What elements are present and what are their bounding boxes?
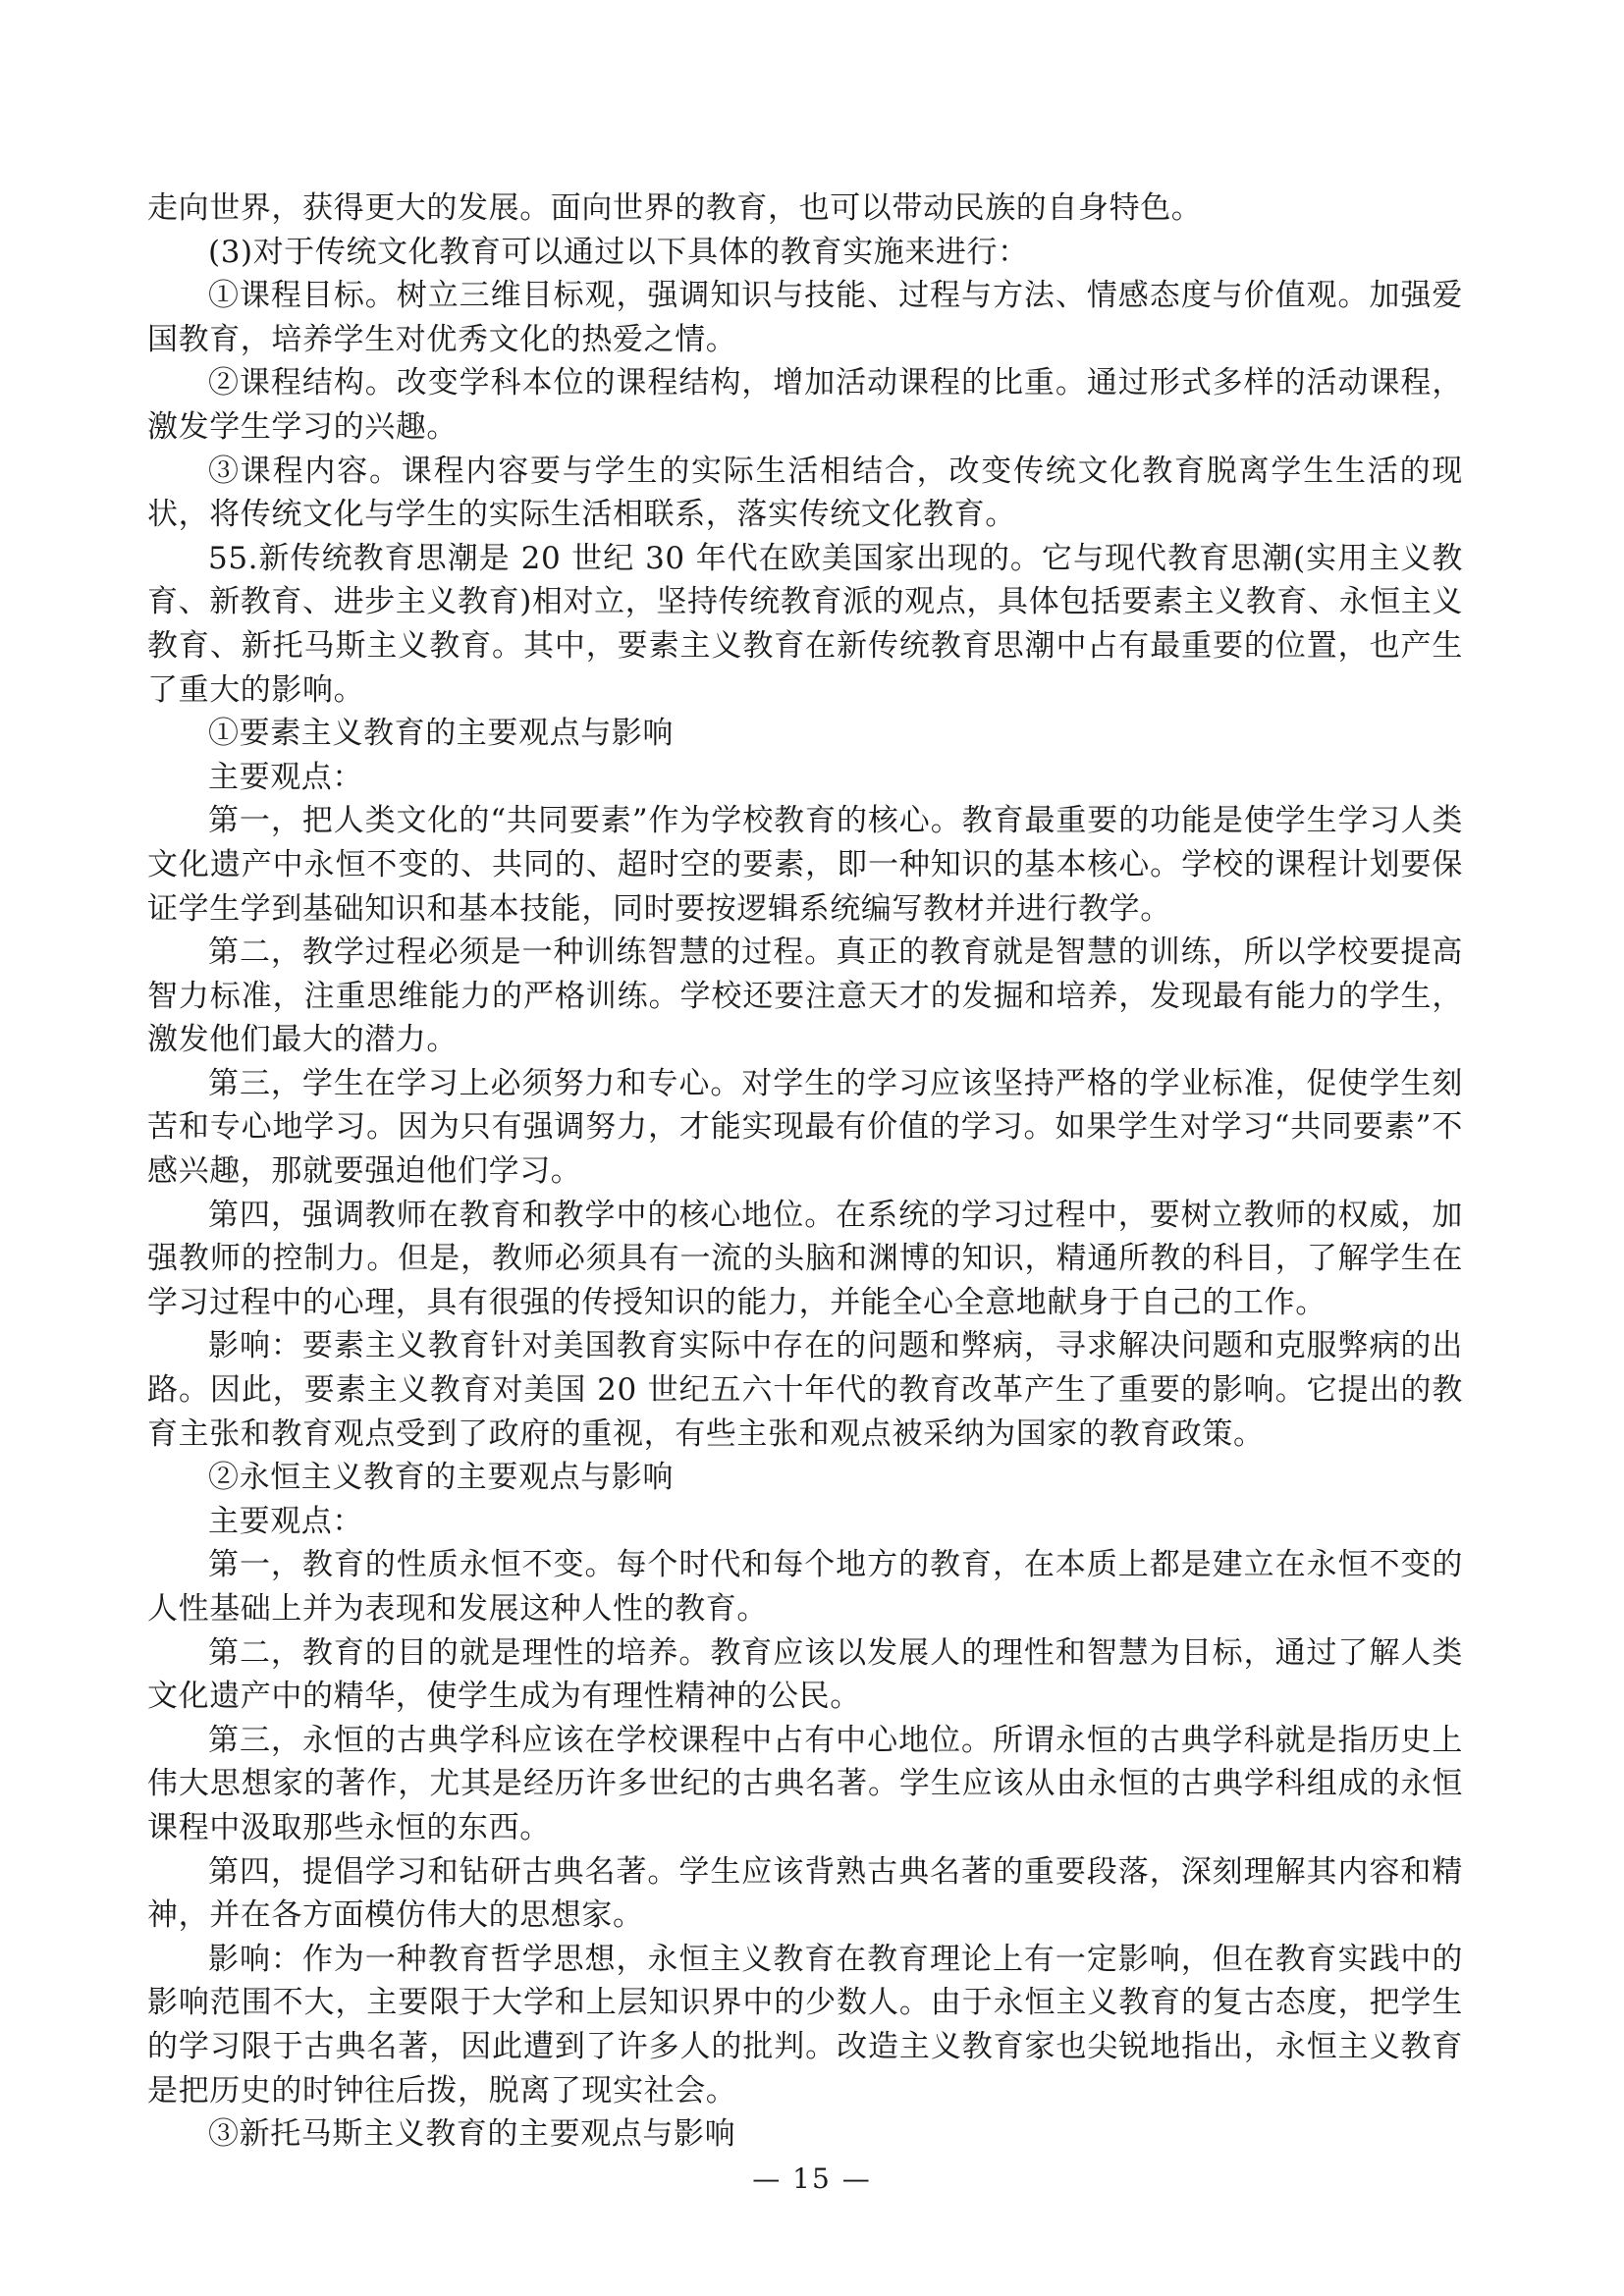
paragraph: 第四，提倡学习和钻研古典名著。学生应该背熟古典名著的重要段落，深刻理解其内容和精神，并在各方面模仿伟大的思想家。 (147, 1853, 1463, 1934)
paragraph: 影响：作为一种教育哲学思想，永恒主义教育在教育理论上有一定影响，但在教育实践中的影响范围不大，主要限于大学和上层知识界中的少数人。由于永恒主义教育的复古态度，把学生的学习限于古典名著，因此遭到了许多人的批判。改造主义教育家也尖锐地指出，永恒主义教育是把历史的时钟往后拨，脱离了现实社会。 (147, 1941, 1463, 2109)
paragraph: 第二，教学过程必须是一种训练智慧的过程。真正的教育就是智慧的训练，所以学校要提高智力标准，注重思维能力的严格训练。学校还要注意天才的发掘和培养，发现最有能力的学生，激发他们最大的潜力。 (147, 934, 1463, 1058)
paragraph: 影响：要素主义教育针对美国教育实际中存在的问题和弊病，寻求解决问题和克服弊病的出路。因此，要素主义教育对美国 20 世纪五六十年代的教育改革产生了重要的影响。它提出的教育主张和教育观点受到了政府的重视，有些主张和观点被采纳为国家的教育政策。 (147, 1328, 1463, 1452)
paragraph: 第四，强调教师在教育和教学中的核心地位。在系统的学习过程中，要树立教师的权威，加强教师的控制力。但是，教师必须具有一流的头脑和渊博的知识，精通所教的科目，了解学生在学习过程中的心理，具有很强的传授知识的能力，并能全心全意地献身于自己的工作。 (147, 1197, 1463, 1320)
paragraph: ①课程目标。树立三维目标观，强调知识与技能、过程与方法、情感态度与价值观。加强爱国教育，培养学生对优秀文化的热爱之情。 (147, 278, 1463, 357)
paragraph: (3)对于传统文化教育可以通过以下具体的教育实施来进行： (208, 234, 1029, 270)
paragraph: 55.新传统教育思潮是 20 世纪 30 年代在欧美国家出现的。它与现代教育思潮(实用主义教育、新教育、进步主义教育)相对立，坚持传统教育派的观点，具体包括要素主义教育、永恒主义教育、新托马斯主义教育。其中，要素主义教育在新传统教育思潮中占有最重要的位置，也产生了重大的影响。 (147, 540, 1463, 708)
document-body (147, 187, 1463, 2157)
paragraph: ③课程内容。课程内容要与学生的实际生活相结合，改变传统文化教育脱离学生生活的现状，将传统文化与学生的实际生活相联系，落实传统文化教育。 (147, 453, 1463, 533)
paragraph: 第二，教育的目的就是理性的培养。教育应该以发展人的理性和智慧为目标，通过了解人类文化遗产中的精华，使学生成为有理性精神的公民。 (147, 1634, 1463, 1715)
paragraph: 第一，教育的性质永恒不变。每个时代和每个地方的教育，在本质上都是建立在永恒不变的人性基础上并为表现和发展这种人性的教育。 (147, 1547, 1463, 1627)
section-heading: ①要素主义教育的主要观点与影响 (208, 716, 674, 752)
subheading: 主要观点： (208, 1503, 363, 1539)
paragraph: 第三，永恒的古典学科应该在学校课程中占有中心地位。所谓永恒的古典学科就是指历史上伟大思想家的著作，尤其是经历许多世纪的古典名著。学生应该从由永恒的古典学科组成的永恒课程中汲取那些永恒的东西。 (147, 1722, 1463, 1845)
page-number: — 15 — (752, 2163, 872, 2195)
subheading: 主要观点： (208, 759, 363, 795)
paragraph: 第三，学生在学习上必须努力和专心。对学生的学习应该坚持严格的学业标准，促使学生刻苦和专心地学习。因为只有强调努力，才能实现最有价值的学习。如果学生对学习“共同要素”不感兴趣，那就要强迫他们学习。 (147, 1065, 1463, 1190)
paragraph: 第一，把人类文化的“共同要素”作为学校教育的核心。教育最重要的功能是使学生学习人类文化遗产中永恒不变的、共同的、超时空的要素，即一种知识的基本核心。学校的课程计划要保证学生学到基础知识和基本技能，同时要按逻辑系统编写教材并进行教学。 (147, 803, 1463, 927)
paragraph: 走向世界，获得更大的发展。面向世界的教育，也可以带动民族的自身特色。 (147, 190, 1203, 226)
paragraph: ②课程结构。改变学科本位的课程结构，增加活动课程的比重。通过形式多样的活动课程，激发学生学习的兴趣。 (147, 365, 1463, 445)
section-heading: ②永恒主义教育的主要观点与影响 (208, 1460, 674, 1496)
section-heading: ③新托马斯主义教育的主要观点与影响 (208, 2116, 736, 2153)
